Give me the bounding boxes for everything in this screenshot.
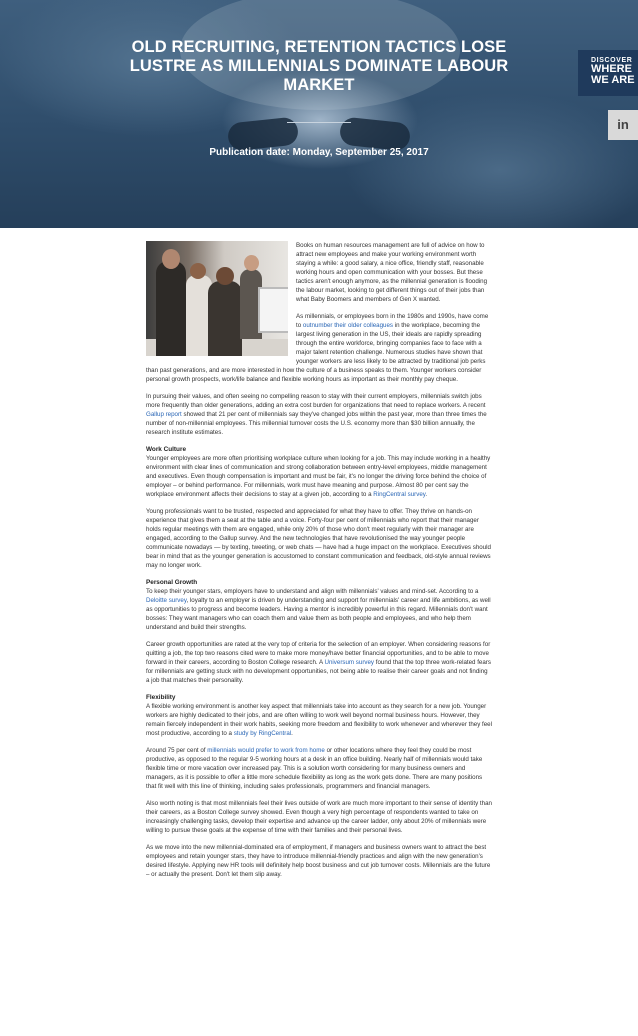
link-work-from-home[interactable]: millennials would prefer to work from home (207, 747, 325, 754)
discover-where-we-are-button[interactable] (578, 50, 638, 96)
monitor-icon (258, 287, 288, 333)
discover-line1: WHERE (591, 63, 632, 75)
hero-banner (0, 0, 638, 228)
linkedin-share-button[interactable] (608, 110, 638, 140)
paragraph-9: Around 75 per cent of millennials would prefer to work from home or other locations where they feel they could be most productive, as opposed to the regular 9-5 working hours at a desk in an office building. Nearly half of millennials would take flexible time or more vacation over increased pay. This is a solution worth considering for many business owners and managers, as it is possible to offer a little more schedule flexibility as long as the work gets done. There are many positions that fit well with this line of thinking, including sales professionals, programmers and financial managers. (146, 747, 483, 790)
link-gallup-report[interactable]: Gallup report (146, 411, 182, 418)
paragraph-6: To keep their younger stars, employers have to understand and align with millennials' values and mind-set. According to a Deloitte survey, loyalty to an employer is driven by understanding and support for millennials' career and life ambitions, as well as opportunities to progress and become leaders. Having a mentor is incredibly powerful in this regard. Millennials don't want bosses: They want managers who can coach them and value them as both people and employees, and who help them understand and build their strengths. (146, 588, 491, 631)
heading-flexibility: Flexibility (146, 694, 176, 701)
paragraph-4: Younger employees are more often prioritising workplace culture when looking for a job. This may include working in a healthy environment with clear lines of communication and strong collaboration between entry-level employees, middle management and executives. Even though compensation is important and must be fair, it's no longer the driving force behind the choice of employer – or behind performance. For millennials, work must have meaning and purpose. Almost 80 per cent say the workplace environment affects their decisions to stay at a given job, according to a RingCentral survey. (146, 455, 491, 498)
linkedin-icon: in (617, 117, 629, 132)
link-ringcentral-survey[interactable]: RingCentral survey (373, 491, 426, 498)
link-universum-survey[interactable]: Universum survey (324, 659, 375, 666)
page-title: OLD RECRUITING, RETENTION TACTICS LOSE LUSTRE AS MILLENNIALS DOMINATE LABOUR MARKET (129, 38, 509, 94)
paragraph-7: Career growth opportunities are rated at the very top of criteria for the selection of an employer. When considering reasons for quitting a job, the top two reasons cited were to make more money/have better financial opportunities, and to be able to move forward in their careers, according to Boston College research. A Universum survey found that the top three work-related fears for millennials are getting stuck with no development opportunities, not being able to realise their career goals and not finding a job that matches their personality. (146, 641, 491, 684)
article-body (146, 241, 492, 887)
paragraph-5: Young professionals want to be trusted, respected and appreciated for what they have to offer. They thrive on hands-on experience that gives them a seat at the table and a voice. Forty-four per cent of millennials who report that their manager holds regular meetings with them are engaged, while only 20% of those who don't meet regularly with their manager are engaged, according to the Gallup survey. And the new technologies that have revolutionised the way younger people communicate nowadays — by texting, tweeting, or web chats — have had a huge impact on the workplace. Executives should bear in mind that as the younger generation is accustomed to constant communication and feedback, old-style annual reviews may no longer work. (146, 508, 491, 569)
paragraph-2: As millennials, or employees born in the 1980s and 1990s, have come to outnumber their older colleagues in the workplace, becoming the largest living generation in the US, their ideals are rapidly spreading through the entire workforce, bringing companies face to face with a major talent retention challenge. Numerous studies have shown that younger workers are less likely to be attracted by traditional job perks than past generations, and are more interested in how the culture of a business speaks to them. Younger workers consider personal growth prospects, work/life balance and flexible working hours as important as their monthly pay cheque. (146, 313, 489, 383)
article-photo (146, 241, 288, 356)
heading-personal-growth: Personal Growth (146, 579, 198, 586)
paragraph-1: Books on human resources management are full of advice on how to attract new employees and make your working environment worth staying a while: a good salary, a nice office, friendly staff, reasonable working hours and open communication with your bosses. But these tactics aren't enough anymore, as the millennial generation is flooding the labour market, looking to get different things out of their jobs than what Baby Boomers and members of Gen X wanted. (296, 242, 488, 303)
paragraph-3: In pursuing their values, and often seeing no compelling reason to stay with their current employers, millennials switch jobs more frequently than older generations, adding an extra cost burden for organizations that need to replace workers. A recent Gallup report showed that 21 per cent of millennials say they've changed jobs within the past year, more than three times the number of non-millennial employees. This millennial turnover costs the U.S. economy more than $30 billion annually, the research institute estimates. (146, 393, 487, 436)
title-divider (287, 122, 351, 123)
discover-label: DISCOVER (591, 57, 633, 64)
publication-date: Publication date: Monday, September 25, 2017 (209, 147, 429, 158)
link-study-ringcentral[interactable]: study by RingCentral (233, 730, 292, 737)
discover-line2: WE ARE (591, 74, 635, 86)
paragraph-8: A flexible working environment is another key aspect that millennials take into account as they search for a new job. Younger workers are highly dedicated to their jobs, and are often willing to work well beyond normal business hours. However, they remain fiercely independent in their work habits, seeking more freedom and flexibility to work whenever and wherever they feel most productive, according to a study by RingCentral. (146, 703, 492, 737)
link-outnumber[interactable]: outnumber their older colleagues (302, 322, 394, 329)
heading-work-culture: Work Culture (146, 446, 187, 453)
paragraph-10: Also worth noting is that most millennials feel their lives outside of work are much more important to their sense of identity than their careers, as a Boston College survey showed. Even though a very high percentage of respondents wanted to take on increasingly challenging tasks, develop their expertise and advance up the career ladder, only about 20% of millennials were willing to pursue these goals at the expense of time with their families and their personal lives. (146, 800, 492, 834)
link-deloitte-survey[interactable]: Deloitte survey (146, 597, 187, 604)
paragraph-11: As we move into the new millennial-dominated era of employment, if managers and business owners want to attract the best employees and retain younger stars, they have to introduce millennial-friendly practices and align with the new generation's desired lifestyle. Applying new HR tools will definitely help boost business and cut job turnover costs. Millennials are the future – or actually the present. Don't let them slip away. (146, 844, 491, 878)
